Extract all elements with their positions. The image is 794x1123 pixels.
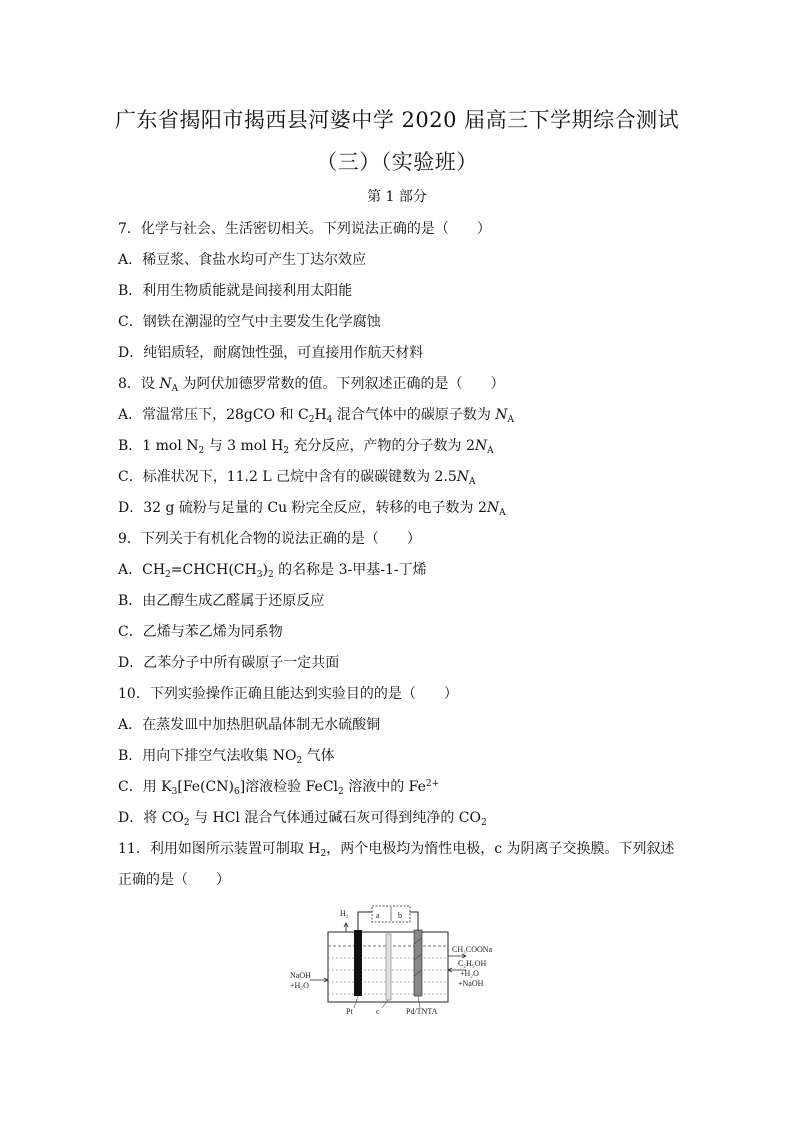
q7-option-c: C．钢铁在潮湿的空气中主要发生化学腐蚀 (118, 314, 381, 330)
q10-option-b: B．用向下排空气法收集 $NO_2$ 气体 (118, 748, 335, 766)
electrolysis-diagram (288, 904, 508, 1016)
left-solution-label-2: +H₂O (290, 981, 309, 990)
right-solution-label-2: C₂H₅OH (458, 959, 487, 968)
title-line-1: 广东省揭阳市揭西县河婆中学 2020 届高三下学期综合测试 (114, 108, 680, 132)
q9-option-a: A．$CH_2=CHCH(CH_3)_2$ 的名称是 3-甲基-1-丁烯 (118, 562, 427, 580)
pt-label: Pt (346, 1007, 353, 1016)
q7-option-a: A．稀豆浆、食盐水均可产生丁达尔效应 (118, 252, 367, 268)
title-line-2: （三）（实验班） (316, 150, 478, 174)
q9-option-b: B．由乙醇生成乙醛属于还原反应 (118, 593, 325, 609)
q10-option-d: D．将 $CO_2$ 与 HCl 混合气体通过碱石灰可得到纯净的 $CO_2$ (118, 810, 487, 828)
left-inlet-arrow (310, 978, 328, 982)
q11-stem-continued: 正确的是（ ） (118, 872, 230, 888)
q9-option-d: D．乙苯分子中所有碳原子一定共面 (118, 655, 340, 671)
q8-option-c: C．标准状况下，11.2 L 己烷中含有的碳碳键数为 $2.5N_A$ (118, 469, 476, 487)
right-solution-label-1: CH₃COONa (452, 945, 493, 954)
pd-tnta-label: Pd/TNTA (406, 1007, 438, 1016)
q7-option-d: D．纯铝质轻，耐腐蚀性强，可直接用作航天材料 (118, 345, 424, 361)
q9-stem: 9．下列关于有机化合物的说法正确的是（ ） (118, 531, 421, 547)
q8-option-a: A．常温常压下，28gCO 和 $C_2H_4$ 混合气体中的碳原子数为 $N_A$ (118, 407, 515, 425)
membrane-c-label: c (376, 1007, 380, 1016)
left-solution-label-1: NaOH (290, 971, 311, 980)
right-solution-label-3: +H₂O (460, 969, 479, 978)
pt-electrode (354, 930, 362, 996)
anion-exchange-membrane (386, 934, 391, 1000)
q7-option-b: B．利用生物质能就是间接利用太阳能 (118, 283, 353, 299)
q8-option-b: B．1 mol $N_2$ 与 3 mol $H_2$ 充分反应，产物的分子数为 $2N_A$ (118, 438, 494, 456)
pd-tnta-electrode (414, 930, 422, 996)
q11-stem: 11．利用如图所示装置可制取 $H_2$，两个电极均为惰性电极，c 为阴离子交换膜。下列叙述 (118, 841, 675, 859)
q10-stem: 10．下列实验操作正确且能达到实验目的的是（ ） (118, 686, 458, 702)
q9-option-c: C．乙烯与苯乙烯为同系物 (118, 624, 283, 640)
part-heading: 第 1 部分 (367, 189, 427, 205)
right-solution-label-4: +NaOH (458, 979, 484, 988)
terminal-a-label: a (376, 911, 380, 920)
terminal-b-label: b (398, 911, 402, 920)
q10-option-a: A．在蒸发皿中加热胆矾晶体制无水硫酸铜 (118, 717, 381, 733)
right-inlet-arrow (448, 954, 466, 958)
q10-option-c: C．用 $K_3[Fe(CN)_6]$溶液检验 FeCl$_2$ 溶液中的 $Fe^{2+}$ (118, 779, 440, 797)
q8-option-d: D．32 g 硫粉与足量的 Cu 粉完全反应，转移的电子数为 $2N_A$ (118, 500, 506, 518)
q7-stem: 7．化学与社会、生活密切相关。下列说法正确的是（ ） (118, 221, 491, 237)
q8-stem: 8．设 $N_A$ 为阿伏加德罗常数的值。下列叙述正确的是（ ） (118, 376, 505, 394)
h2-label: H₂ (340, 909, 349, 918)
